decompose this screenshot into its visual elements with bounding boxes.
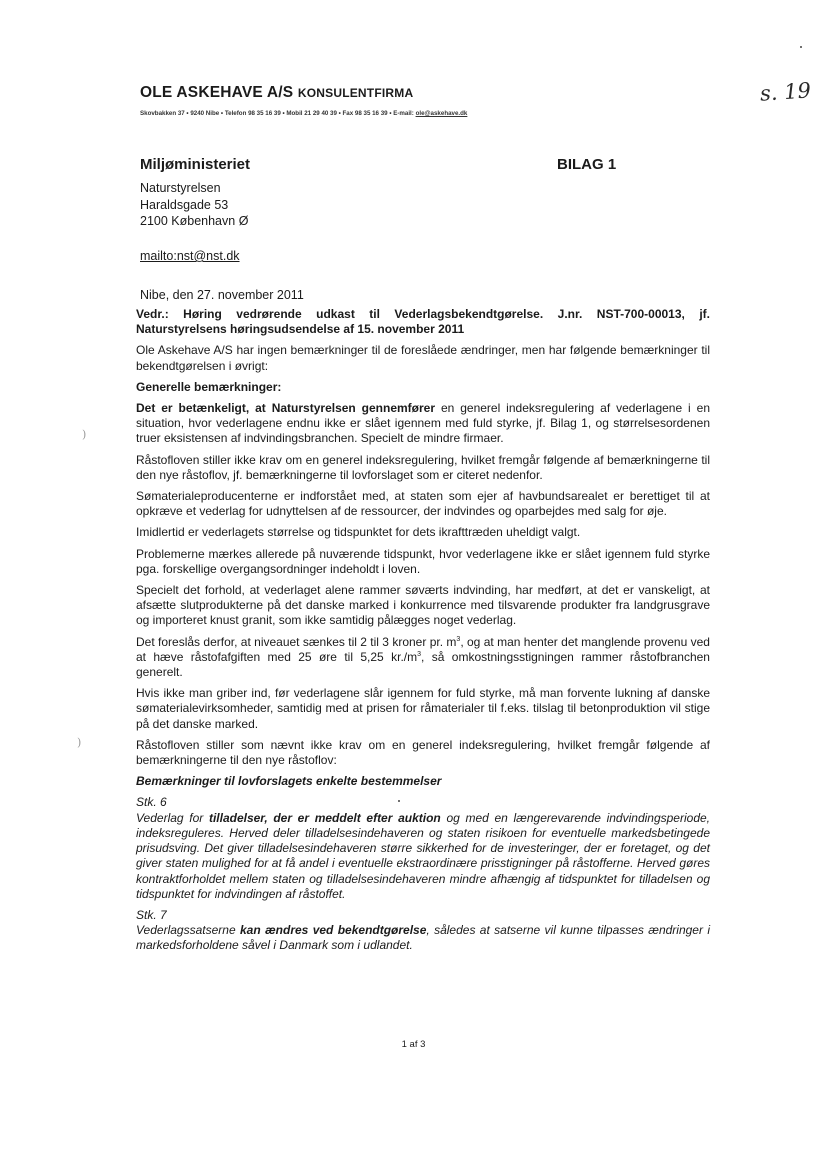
handwritten-page-note: s. 19	[759, 78, 812, 106]
paragraph-1-rest: en generel indeksregulering af vederlagene i en situation, hvor vederlagene endnu ikke er slået igennem med fuld styrke, jf. Bilag 1, og størrelsesordenen truer eksistensen af indvindingsbranchen. Specielt de mindre firmaer.	[136, 401, 710, 446]
contact-email[interactable]: ole@askehave.dk	[415, 110, 468, 117]
address-line: Haraldsgade 53	[140, 197, 229, 212]
general-heading: Generelle bemærkninger:	[136, 379, 282, 394]
stk7-text-a: Vederlagssatserne	[136, 923, 240, 938]
intro-paragraph: Ole Askehave A/S har ingen bemærkninger til de foreslåede ændringer, men har følgende bemærkninger til bekendtgørelsen i øvrigt:	[136, 343, 710, 373]
address-line: Naturstyrelsen	[140, 181, 221, 195]
stk6-text-a: Vederlag for	[136, 810, 209, 825]
paragraph-4: Imidlertid er vederlagets størrelse og tidspunktet for dets ikrafttræden uheldigt valgt.	[136, 525, 581, 540]
recipient-email-link[interactable]: mailto:nst@nst.dk	[140, 249, 240, 263]
attachment-label: BILAG 1	[557, 156, 617, 173]
stk7-text-bold: kan ændres ved bekendtgørelse	[239, 923, 427, 938]
paragraph-7	[136, 635, 710, 681]
paragraph-6: Specielt det forhold, at vederlaget alene rammer søværts indvinding, har medført, at det er vanskeligt, at afsætte slutprodukterne på det danske marked i konkurrence med tilsvarende produkter fra landgrusgrave og importeret knust granit, som ikke samtidig pålægges noget vederlag.	[136, 583, 710, 628]
subject-line: Vedr.: Høring vedrørende udkast til Vederlagsbekendtgørelse. J.nr. NST-700-00013, jf. Naturstyrelsens høringsudsendelse af 15. november 2011	[136, 307, 710, 337]
recipient-address	[140, 180, 248, 230]
paragraph-7-b: , og at man henter det manglende provenu ved at hæve råstofafgiften med 25 øre til 5,25 kr./m	[136, 634, 710, 664]
cubic-superscript: 3	[456, 635, 461, 643]
specific-heading: Bemærkninger til lovforslagets enkelte bestemmelser	[136, 774, 442, 789]
paragraph-8: Hvis ikke man griber ind, før vederlagene slår igennem for fuld styrke, må man forvente lukning af danske sømaterialevirksomheder, samtidig med at prisen for råmaterialer til f.eks. tilslag til betonproduktion vil stige på det danske marked.	[136, 686, 710, 731]
stk6-text	[136, 811, 710, 902]
paragraph-3: Sømaterialeproducenterne er indforstået med, at staten som ejer af havbundsarealet er berettiget til at opkræve et vederlag for udnyttelsen af de ressourcer, der indvindes og oparbejdes med salg for øje.	[136, 489, 710, 519]
contact-line: Skovbakken 37 • 9240 Nibe • Telefon 98 35 16 39 • Mobil 21 29 40 39 • Fax 98 35 16 39 • E-mail:	[140, 110, 414, 117]
paragraph-7-a: Det foreslås derfor, at niveauet sænkes til 2 til 3 kroner pr. m	[136, 634, 457, 649]
recipient-name: Miljøministeriet	[140, 156, 251, 173]
company-main: OLE ASKEHAVE A/S	[140, 84, 294, 101]
stk7-text	[136, 923, 710, 953]
company-sub: KONSULENTFIRMA	[297, 86, 414, 100]
paragraph-9: Råstofloven stiller som nævnt ikke krav om en generel indeksregulering, hvilket fremgår følgende af bemærkningerne til den nye råstoflov:	[136, 737, 710, 768]
stk7-label: Stk. 7	[136, 907, 167, 922]
scan-margin-mark: )	[82, 428, 87, 441]
stk6-text-bold: tilladelser, der er meddelt efter auktion	[208, 810, 441, 825]
address-line: 2100 København Ø	[140, 214, 249, 228]
company-name	[140, 84, 413, 102]
scan-margin-mark: )	[77, 736, 82, 749]
paragraph-7-c: , så omkostningsstigningen rammer råstofbranchen generelt.	[136, 649, 710, 680]
page-number: 1 af 3	[401, 1039, 426, 1050]
paragraph-5: Problemerne mærkes allerede på nuværende tidspunkt, hvor vederlagene ikke er slået igennem fuld styrke pga. forskellige overgangsordninger indeholdt i loven.	[136, 546, 710, 576]
stk6-label: Stk. 6	[136, 795, 167, 810]
scan-speck	[800, 46, 802, 48]
paragraph-1	[136, 401, 710, 447]
stk6-text-b: og med en længerevarende indvindingsperiode, indeksreguleres. Herved deler tilladelsesindehaveren og staten risikoen for eventuelle markedsbetingede prisudsving. Det giver tilladelsesindehaveren større sikkerhed for de investeringer, der er foretaget, og det giver staten mulighed for at få andel i eventuelle ekstraordinære prisstigninger på råstofferne. Herved gøres kontraktforholdet mellem staten og tilladelsesindehaveren mindre afhængig af tidspunktet for tilladelsen og tidspunktet for indvindingen af råstoffet.	[136, 810, 710, 901]
paragraph-2: Råstofloven stiller ikke krav om en generel indeksregulering, hvilket fremgår følgende af bemærkningerne til den nye råstoflov, jf. bemærkningerne til lovforslaget som er citeret nedenfor.	[136, 452, 710, 482]
letter-date: Nibe, den 27. november 2011	[140, 288, 304, 302]
company-contact	[140, 110, 467, 117]
letter-body	[136, 307, 710, 960]
stk7-text-b: , således at satserne vil kunne tilpasses ændringer i markedsforholdene såvel i Danmark som i udlandet.	[136, 923, 710, 953]
scan-speck	[398, 800, 400, 802]
paragraph-1-bold: Det er betænkeligt, at Naturstyrelsen gennemfører	[136, 401, 436, 416]
cubic-superscript: 3	[417, 650, 422, 658]
